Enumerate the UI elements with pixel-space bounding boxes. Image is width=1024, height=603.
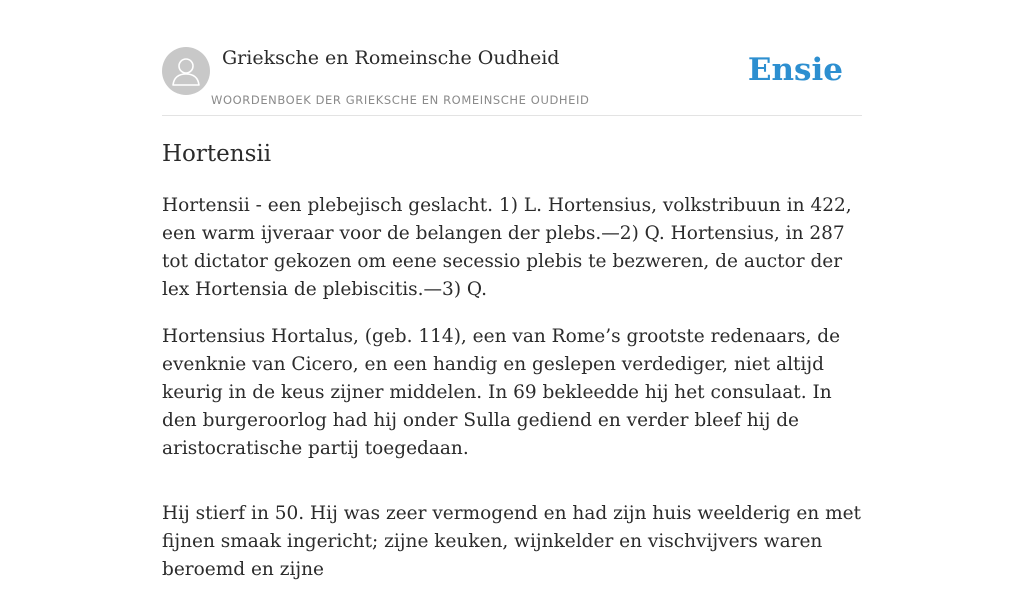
entry-paragraph-3: Hij stierf in 50. Hij was zeer vermogend en had zijn huis weelderig en met fijnen smaak ingericht; zijne keuken, wijnkelder en vischvijvers waren beroemd en zijne <box>162 503 861 580</box>
source-subtitle: WOORDENBOEK DER GRIEKSCHE EN ROMEINSCHE OUDHEID <box>211 93 590 107</box>
entry-title: Hortensii <box>162 141 272 167</box>
entry-paragraph-1: Hortensii - een plebejisch geslacht. 1) L. Hortensius, volkstribuun in 422, een warm ijveraar voor de belangen der plebs.—2) Q. Hortensius, in 287 tot dictator gekozen om eene secessio plebis te bezweren, de auctor der lex Hortensia de plebiscitis.—3) Q. <box>162 195 852 300</box>
brand-logo[interactable]: Ensie <box>747 52 843 88</box>
entry-paragraph-2: Hortensius Hortalus, (geb. 114), een van Rome’s grootste redenaars, de evenknie van Cicero, en een handig en geslepen verdediger, niet altijd keurig in de keus zijner middelen. In 69 bekleedde hij het consulaat. In den burgeroorlog had hij onder Sulla gediend en verder bleef hij de aristocratische partij toegedaan. <box>162 326 841 459</box>
avatar[interactable] <box>162 47 210 95</box>
source-header <box>162 46 862 116</box>
entry-content <box>162 192 862 603</box>
source-title-link[interactable]: Grieksche en Romeinsche Oudheid <box>222 47 560 69</box>
user-icon <box>162 47 210 95</box>
